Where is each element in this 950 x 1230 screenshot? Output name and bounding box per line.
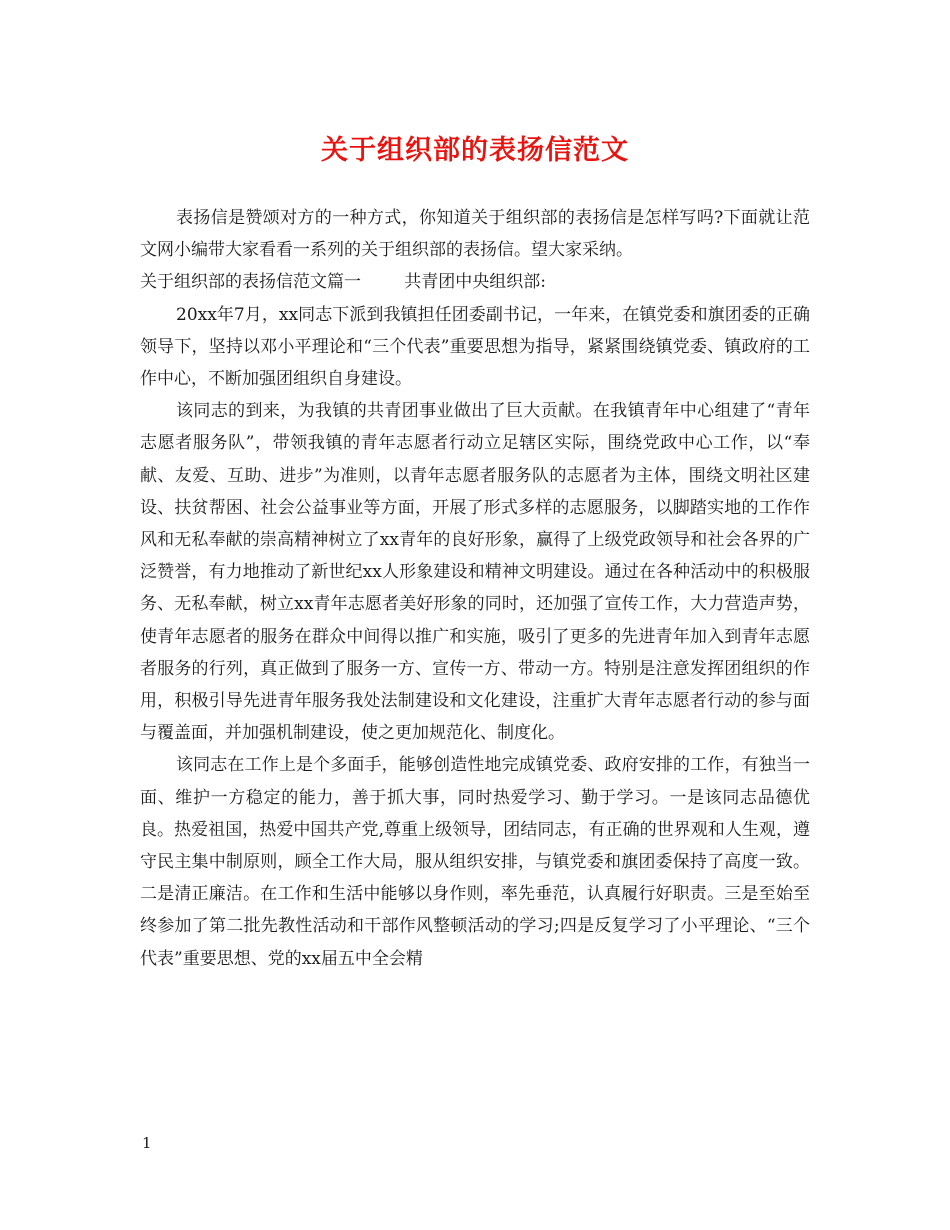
intro-paragraph: 表扬信是赞颂对方的一种方式，你知道关于组织部的表扬信是怎样写吗?下面就让范文网小编带大家看看一系列的关于组织部的表扬信。望大家采纳。 [140, 208, 810, 261]
section-heading: 关于组织部的表扬信范文篇一 [140, 272, 361, 293]
document-title: 关于组织部的表扬信范文 [321, 135, 629, 166]
body-paragraph-1: 20xx年7月，xx同志下派到我镇担任团委副书记，一年来，在镇党委和旗团委的正确领导下，坚持以邓小平理论和“三个代表”重要思想为指导，紧紧围绕镇党委、镇政府的工作中心，不断加强团组织自身建设。 [140, 304, 810, 390]
section-heading-line [140, 266, 810, 298]
salutation: 共青团中央组织部: [404, 272, 546, 293]
page-number: 1 [142, 1134, 152, 1152]
body-paragraph-3: 该同志在工作上是个多面手，能够创造性地完成镇党委、政府安排的工作，有独当一面、维护一方稳定的能力，善于抓大事，同时热爱学习、勤于学习。一是该同志品德优良。热爱祖国，热爱中国共产党,尊重上级领导，团结同志，有正确的世界观和人生观，遵守民主集中制原则，顾全工作大局，服从组织安排，与镇党委和旗团委保持了高度一致。二是清正廉洁。在工作和生活中能够以身作则，率先垂范，认真履行好职责。三是至始至终参加了第二批先教性活动和干部作风整顿活动的学习;四是反复学习了小平理论、“三个代表”重要思想、党的xx届五中全会精 [140, 755, 810, 969]
body-paragraph-2: 该同志的到来，为我镇的共青团事业做出了巨大贡献。在我镇青年中心组建了“青年志愿者服务队”，带领我镇的青年志愿者行动立足辖区实际，围绕党政中心工作，以“奉献、友爱、互助、进步”为准则，以青年志愿者服务队的志愿者为主体，围绕文明社区建设、扶贫帮困、社会公益事业等方面，开展了形式多样的志愿服务，以脚踏实地的工作作风和无私奉献的崇高精神树立了xx青年的良好形象，赢得了上级党政领导和社会各界的广泛赞誉，有力地推动了新世纪xx人形象建设和精神文明建设。通过在各种活动中的积极服务、无私奉献，树立xx青年志愿者美好形象的同时，还加强了宣传工作，大力营造声势，使青年志愿者的服务在群众中间得以推广和实施，吸引了更多的先进青年加入到青年志愿者服务的行列，真正做到了服务一方、宣传一方、带动一方。特别是注意发挥团组织的作用，积极引导先进青年服务我处法制建设和文化建设，注重扩大青年志愿者行动的参与面与覆盖面，并加强机制建设，使之更加规范化、制度化。 [140, 401, 810, 744]
document-body [140, 202, 810, 975]
